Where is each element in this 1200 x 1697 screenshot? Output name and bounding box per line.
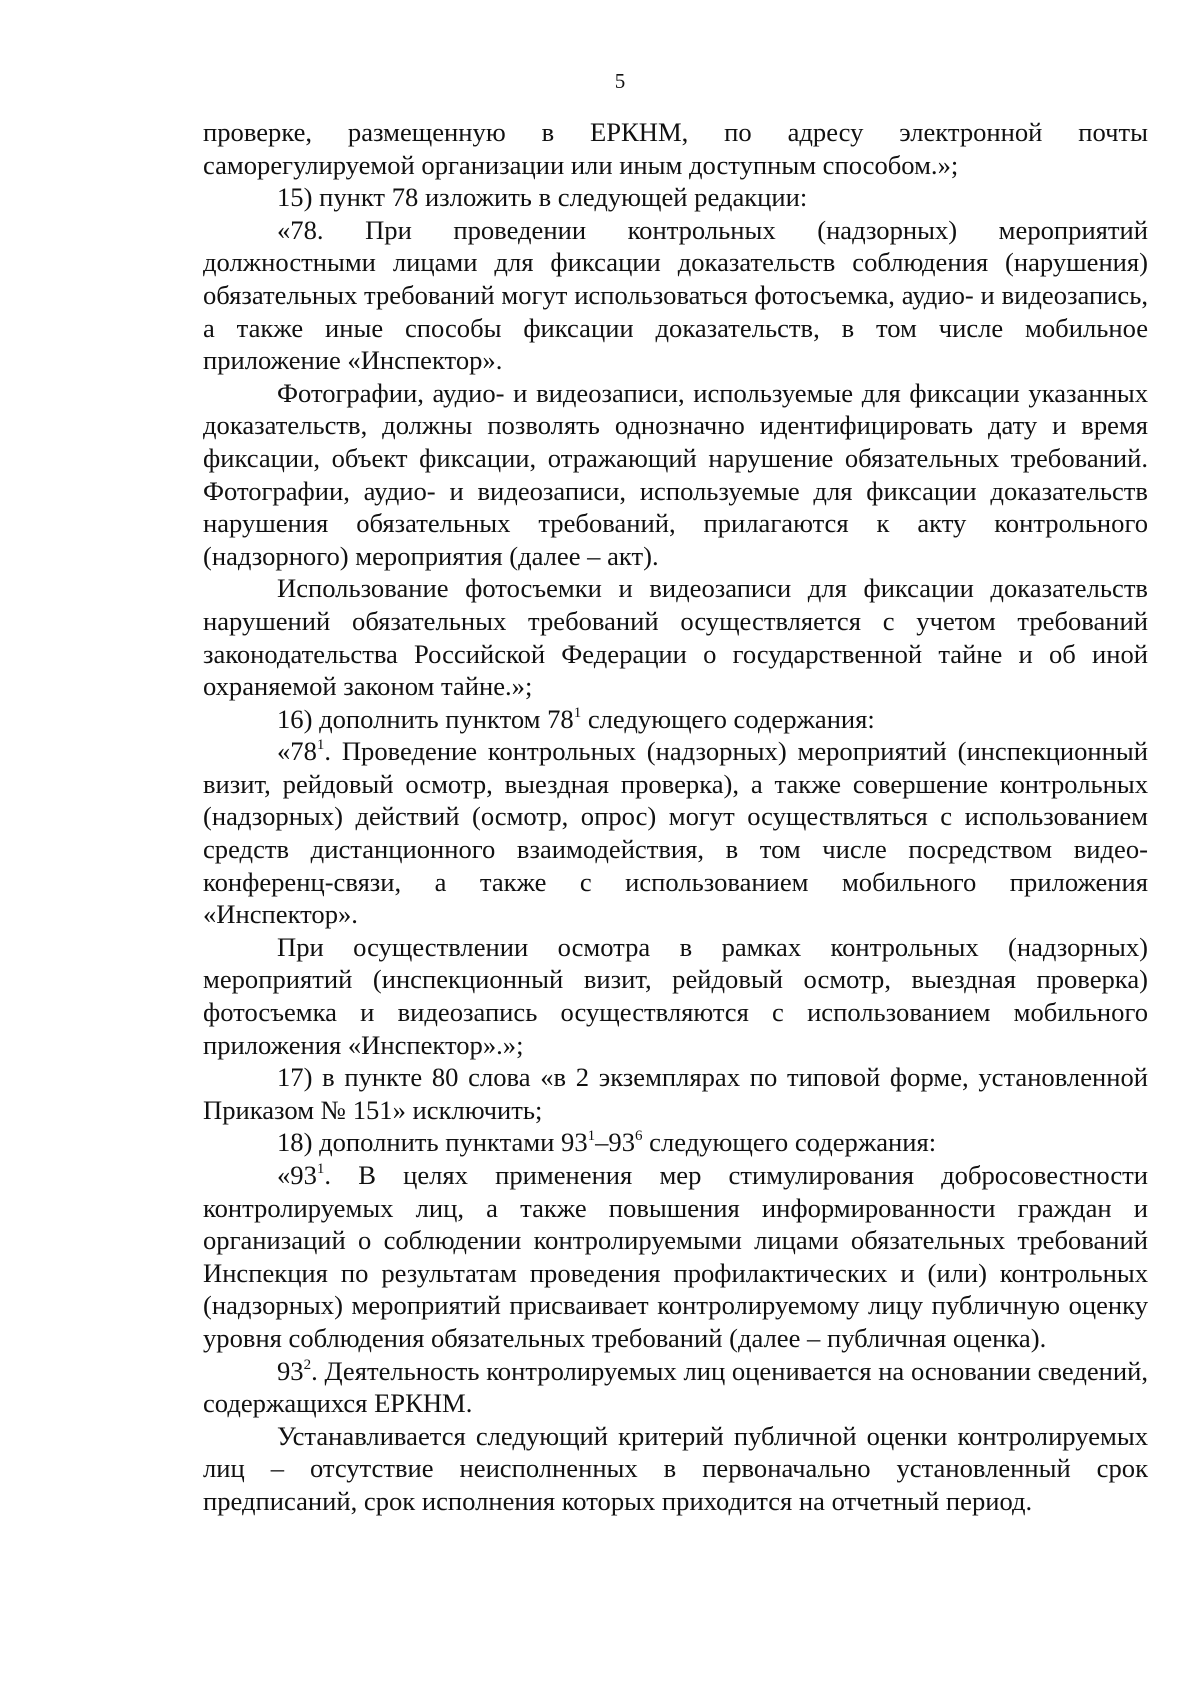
superscript: 6: [635, 1128, 643, 1145]
superscript: 1: [573, 704, 582, 721]
superscript: 1: [587, 1128, 596, 1145]
text-run: Устанавливается следующий критерий публичной оценки контролируемых лиц – отсутствие неисполненных в первоначально установленный срок предписаний, срок исполнения которых приходится на отчетный период.: [203, 1420, 1148, 1516]
paragraph: [203, 1420, 1148, 1518]
paragraph: [203, 735, 1148, 931]
text-run: –93: [595, 1127, 636, 1158]
text-run: . Проведение контрольных (надзорных) мероприятий (инспекционный визит, рейдовый осмотр, выездная проверка), а также совершение контрольных (надзорных) действий (осмотр, опрос) могут осуществляться с использованием средств дистанционного взаимодействия, в том числе посредством видео-конференц-связи, а также с использованием мобильного приложения «Инспектор».: [203, 736, 1148, 930]
paragraph: [203, 931, 1148, 1061]
text-run: «93: [277, 1160, 317, 1190]
superscript: 1: [316, 737, 325, 754]
paragraph: [203, 181, 1148, 214]
page-number: 5: [614, 69, 626, 93]
text-run: . В целях применения мер стимулирования добросовестности контролируемых лиц, а также повышения информированности граждан и организаций о соблюдении контролируемыми лицами обязательных требований Инспекция по результатам проведения профилактических и (или) контрольных (надзорных) мероприятий присваивает контролируемому лицу публичную оценку уровня соблюдения обязательных требований (далее – публичная оценка).: [203, 1160, 1148, 1353]
text-run: следующего содержания:: [642, 1127, 937, 1158]
paragraph: [203, 1061, 1148, 1126]
text-run: При осуществлении осмотра в рамках контрольных (надзорных) мероприятий (инспекционный визит, рейдовый осмотр, выездная проверка) фотосъемка и видеозапись осуществляются с использованием мобильного приложения «Инспектор».»;: [203, 931, 1148, 1060]
text-run: «78: [277, 736, 317, 767]
text-run: Фотографии, аудио- и видеозаписи, используемые для фиксации указанных доказательств, должны позволять однозначно идентифицировать дату и время фиксации, объект фиксации, отражающий нарушение обязательных требований. Фотографии, аудио- и видеозаписи, используемые для фиксации доказательств нарушения обязательных требований, прилагаются к акту контрольного (надзорного) мероприятия (далее – акт).: [203, 377, 1148, 571]
superscript: 1: [316, 1161, 325, 1177]
text-run: «78. При проведении контрольных (надзорных) мероприятий должностными лицами для фиксации доказательств соблюдения (нарушения) обязательных требований могут использоваться фотосъемка, аудио- и видеозапись, а также иные способы фиксации доказательств, в том числе мобильное приложение «Инспектор».: [203, 214, 1148, 376]
text-run: 18) дополнить пунктами 93: [277, 1127, 588, 1158]
text-run: 15) пункт 78 изложить в следующей редакции:: [277, 182, 808, 213]
paragraph: [203, 214, 1148, 377]
paragraph: [203, 1126, 1148, 1159]
paragraph: [203, 572, 1148, 702]
paragraph: [203, 1159, 1148, 1355]
text-run: 93: [277, 1355, 304, 1386]
text-run: 17) в пункте 80 слова «в 2 экземплярах по типовой форме, установленной Приказом № 151» исключить;: [203, 1062, 1148, 1125]
paragraph: [203, 1355, 1148, 1420]
text-run: . Деятельность контролируемых лиц оценивается на основании сведений, содержащихся ЕРКНМ.: [203, 1355, 1148, 1419]
text-run: 16) дополнить пунктом 78: [277, 703, 574, 734]
text-run: следующего содержания:: [581, 703, 875, 734]
document-body: [203, 116, 1148, 1518]
text-run: проверке, размещенную в ЕРКНМ, по адресу электронной почты саморегулируемой организации или иным доступным способом.»;: [203, 117, 1148, 180]
paragraph: [203, 703, 1148, 736]
paragraph: [203, 116, 1148, 181]
paragraph: [203, 377, 1148, 573]
superscript: 2: [303, 1356, 312, 1373]
text-run: Использование фотосъемки и видеозаписи для фиксации доказательств нарушений обязательных требований осуществляется с учетом требований законодательства Российской Федерации о государственной тайне и об иной охраняемой законом тайне.»;: [203, 573, 1148, 702]
